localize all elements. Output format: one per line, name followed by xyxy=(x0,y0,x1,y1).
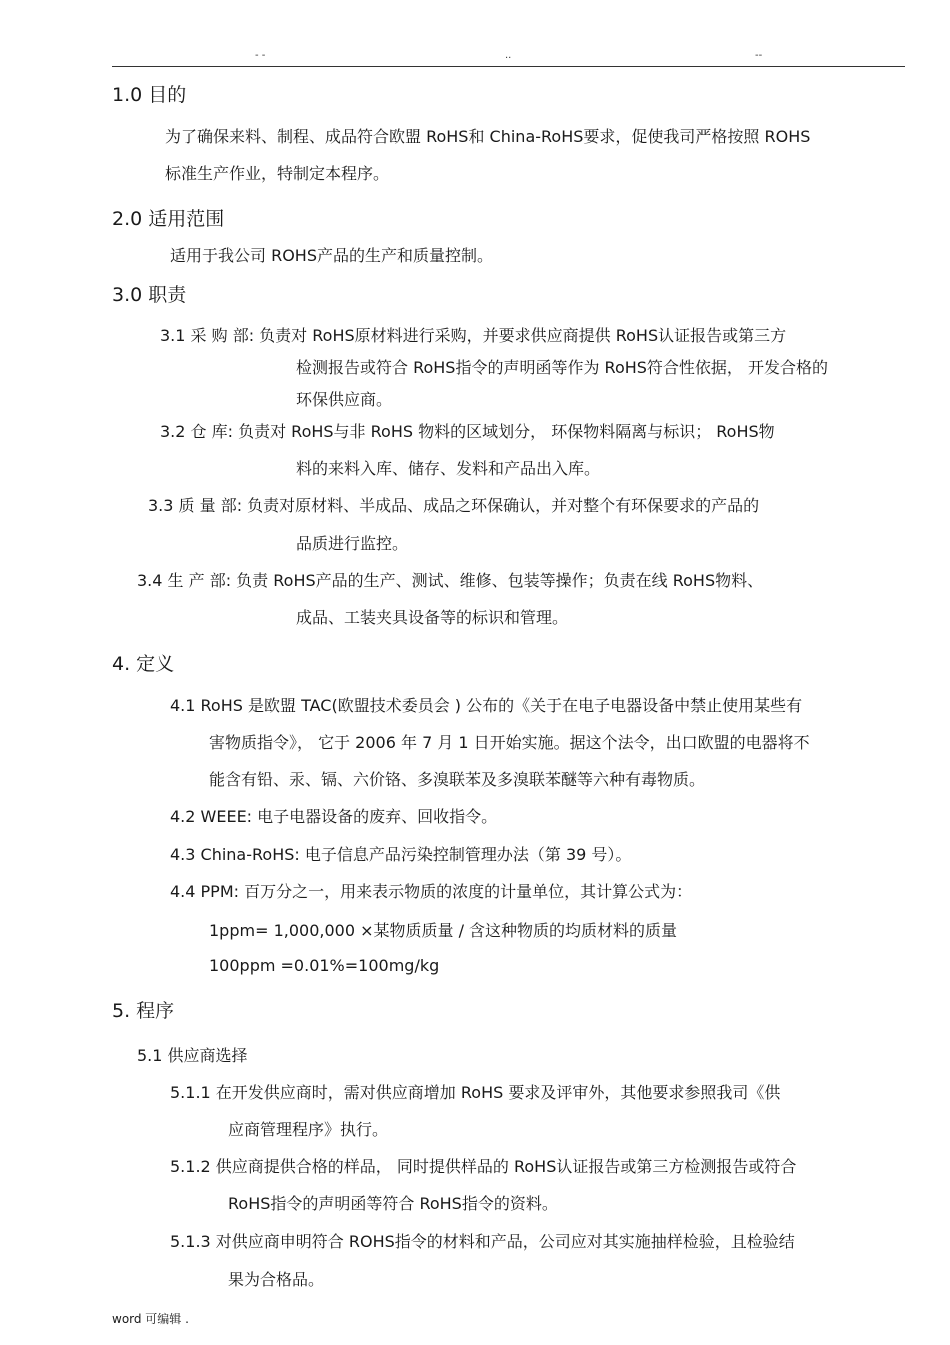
body-line: 标准生产作业，特制定本程序。 xyxy=(165,164,390,183)
body-line: 4.2 WEEE: 电子电器设备的废弃、回收指令。 xyxy=(170,807,498,826)
body-line: 害物质指令》， 它于 2006 年 7 月 1 日开始实施。据这个法令，出口欧盟的电器将不 xyxy=(209,733,810,752)
footer-note: word 可编辑 . xyxy=(112,1312,189,1326)
header-mark-right: -- xyxy=(755,50,763,61)
section-heading: 3.0 职责 xyxy=(112,284,187,306)
body-line: 果为合格品。 xyxy=(228,1270,325,1289)
body-line: 5.1.3 对供应商申明符合 ROHS指令的材料和产品，公司应对其实施抽样检验，且检验结 xyxy=(170,1232,795,1251)
body-line: 3.2 仓 库: 负责对 RoHS与非 RoHS 物料的区域划分， 环保物料隔离与标识； RoHS物 xyxy=(160,422,775,441)
body-line: 检测报告或符合 RoHS指令的声明函等作为 RoHS符合性依据， 开发合格的 xyxy=(296,358,829,377)
body-line: 1ppm= 1,000,000 ×某物质质量 / 含这种物质的均质材料的质量 xyxy=(209,921,678,940)
body-line: 3.4 生 产 部: 负责 RoHS产品的生产、测试、维修、包装等操作；负责在线 RoHS物料、 xyxy=(137,571,764,590)
header-rule xyxy=(112,66,905,67)
body-line: 5.1.2 供应商提供合格的样品， 同时提供样品的 RoHS认证报告或第三方检测报告或符合 xyxy=(170,1157,797,1176)
body-line: 料的来料入库、储存、发料和产品出入库。 xyxy=(296,459,601,478)
section-heading: 5. 程序 xyxy=(112,1000,175,1022)
body-line: 环保供应商。 xyxy=(296,390,393,409)
body-line: 为了确保来料、制程、成品符合欧盟 RoHS和 China-RoHS要求，促使我司严格按照 ROHS xyxy=(165,127,811,146)
body-line: 4.4 PPM: 百万分之一，用来表示物质的浓度的计量单位，其计算公式为： xyxy=(170,882,693,901)
body-line: 4.3 China-RoHS: 电子信息产品污染控制管理办法（第 39 号）。 xyxy=(170,845,632,864)
body-line: 4.1 RoHS 是欧盟 TAC(欧盟技术委员会 ) 公布的《关于在电子电器设备中禁止使用某些有 xyxy=(170,696,803,715)
body-line: RoHS指令的声明函等符合 RoHS指令的资料。 xyxy=(228,1194,558,1213)
body-line: 3.1 采 购 部: 负责对 RoHS原材料进行采购，并要求供应商提供 RoHS认证报告或第三方 xyxy=(160,326,787,345)
body-line: 品质进行监控。 xyxy=(296,534,409,553)
body-line: 5.1 供应商选择 xyxy=(137,1046,248,1065)
body-line: 100ppm =0.01%=100mg/kg xyxy=(209,956,440,975)
section-heading: 2.0 适用范围 xyxy=(112,208,225,230)
body-line: 3.3 质 量 部: 负责对原材料、半成品、成品之环保确认，并对整个有环保要求的产品的 xyxy=(148,496,760,515)
section-heading: 1.0 目的 xyxy=(112,84,187,106)
body-line: 能含有铅、汞、镉、六价铬、多溴联苯及多溴联苯醚等六种有毒物质。 xyxy=(209,770,706,789)
section-heading: 4. 定义 xyxy=(112,653,175,675)
body-line: 应商管理程序》执行。 xyxy=(228,1120,389,1139)
header-mark-center: .. xyxy=(505,50,512,61)
body-line: 适用于我公司 ROHS产品的生产和质量控制。 xyxy=(170,246,493,265)
body-line: 5.1.1 在开发供应商时，需对供应商增加 RoHS 要求及评审外，其他要求参照我司《供 xyxy=(170,1083,781,1102)
body-line: 成品、工装夹具设备等的标识和管理。 xyxy=(296,608,569,627)
header-mark-left: - - xyxy=(255,50,266,61)
